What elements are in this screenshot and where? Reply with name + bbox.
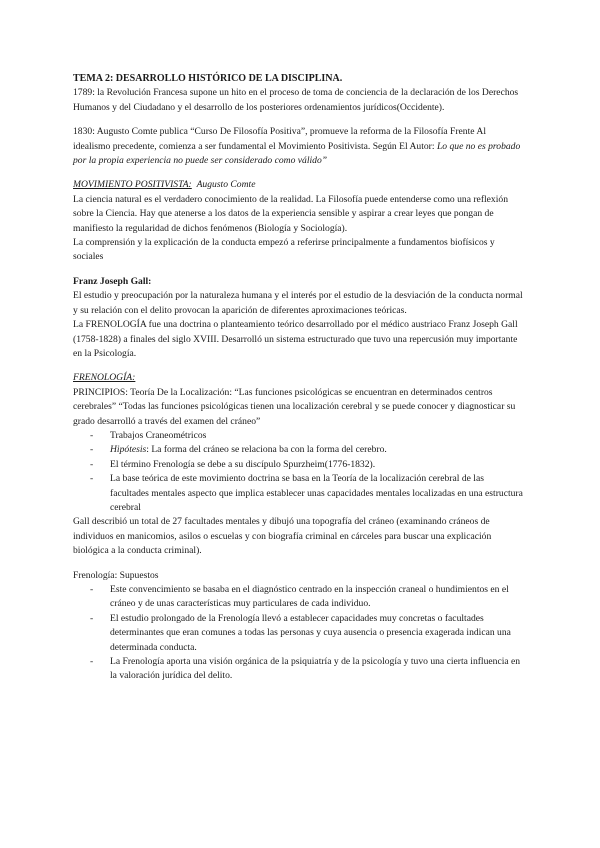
hipotesis-text: : La forma del cráneo se relaciona ba con la forma del cerebro. (146, 444, 387, 456)
frenologia-principios: PRINCIPIOS: Teoría De la Localización: “Las funciones psicológicas se encuentran en determinados centros cerebrales” “Todas las funciones psicológicas tienen una localización cerebral y se puede conocer y diagnosticar su grado desarrolló a través del examen del cráneo” (73, 386, 516, 427)
gall-paragraph-1: El estudio y preocupación por la naturaleza humana y el interés por el estudio de la desviación de la conducta normal y su relación con el delito provocan la aparición de diferentes aproximaciones teóricas. (73, 290, 523, 316)
list-item: - La base teórica de este movimiento doctrina se basa en la Teoría de la localización cerebral de las facultades mentales aspecto que implica establecer unas capacidades mentales localizadas en una estructura cerebral (73, 472, 523, 515)
hipotesis-label: Hipótesis (110, 444, 147, 456)
document-body (73, 72, 523, 684)
gall-facultades-paragraph: Gall describió un total de 27 facultades mentales y dibujó una topografía del cráneo (examinando cráneos de individuos en manicomios, asilos o escuelas y con biografía criminal en cárceles para buscar una explicación biológica a la conducta criminal). (73, 516, 492, 557)
paragraph-1830-text: 1830: Augusto Comte publica “Curso De Filosofía Positiva”, promueve la reforma de la Filosofía Frente Al idealismo precedente, comienza a ser fundamental el Movimiento Positivista. Según El Autor: (73, 126, 486, 152)
supuestos-heading: Frenología: Supuestos (73, 569, 159, 581)
list-item: - La Frenología aporta una visión orgánica de la psiquiatría y de la psicología y tuvo una cierta influencia en la valoración jurídica del delito. (73, 655, 523, 684)
list-item: - Este convencimiento se basaba en el diagnóstico centrado en la inspección craneal o hundimientos en el cráneo y de unas características muy particulares de cada individuo. (73, 583, 523, 612)
positivismo-author: Augusto Comte (196, 179, 256, 191)
page-title: TEMA 2: DESARROLLO HISTÓRICO DE LA DISCIPLINA. (73, 73, 343, 84)
paragraph-1830 (73, 125, 523, 168)
gall-heading: Franz Joseph Gall: (73, 275, 152, 287)
positivismo-paragraph-2: La comprensión y la explicación de la conducta empezó a referirse principalmente a fundamentos biofísicos y sociales (73, 237, 495, 263)
positivismo-paragraph-1: La ciencia natural es el verdadero conocimiento de la realidad. La Filosofía puede entenderse como una reflexión sobre la Ciencia. Hay que atenerse a los datos de la experiencia sensible y aspirar a crear leyes que pongan de manifiesto la regularidad de dichos fenómenos (Biología y Sociología). (73, 193, 508, 234)
list-item: - El estudio prolongado de la Frenología llevó a establecer capacidades muy concretas o facultades determinantes que eran comunes a todas las personas y cuya ausencia o presencia exagerada indican una determinada conducta. (73, 612, 523, 655)
list-item (73, 443, 523, 457)
positivismo-heading: MOVIMIENTO POSITIVISTA: (73, 179, 192, 191)
comte-quote: Lo que no es probado por la propia experiencia no puede ser considerado como válido” (73, 140, 521, 167)
frenologia-heading: FRENOLOGÍA: (73, 372, 136, 384)
gall-paragraph-2: La FRENOLOGÍA fue una doctrina o planteamiento teórico desarrollado por el médico austriaco Franz Joseph Gall (1758-1828) a finales del siglo XVIII. Desarrolló un sistema estructurado que tuvo una repercusión muy importante en la Psicología. (73, 319, 518, 359)
supuestos-list (73, 583, 523, 684)
paragraph-1789: 1789: la Revolución Francesa supone un hito en el proceso de toma de conciencia de la declaración de los Derechos Humanos y del Ciudadano y el desarrollo de los posteriores ordenamientos jurídicos(Occidente). (73, 87, 519, 113)
list-item: - El término Frenología se debe a su discípulo Spurzheim(1776-1832). (73, 458, 523, 472)
list-item: - Trabajos Craneométricos (73, 429, 523, 443)
frenologia-list (73, 429, 523, 515)
positivismo-heading-line (73, 178, 523, 192)
